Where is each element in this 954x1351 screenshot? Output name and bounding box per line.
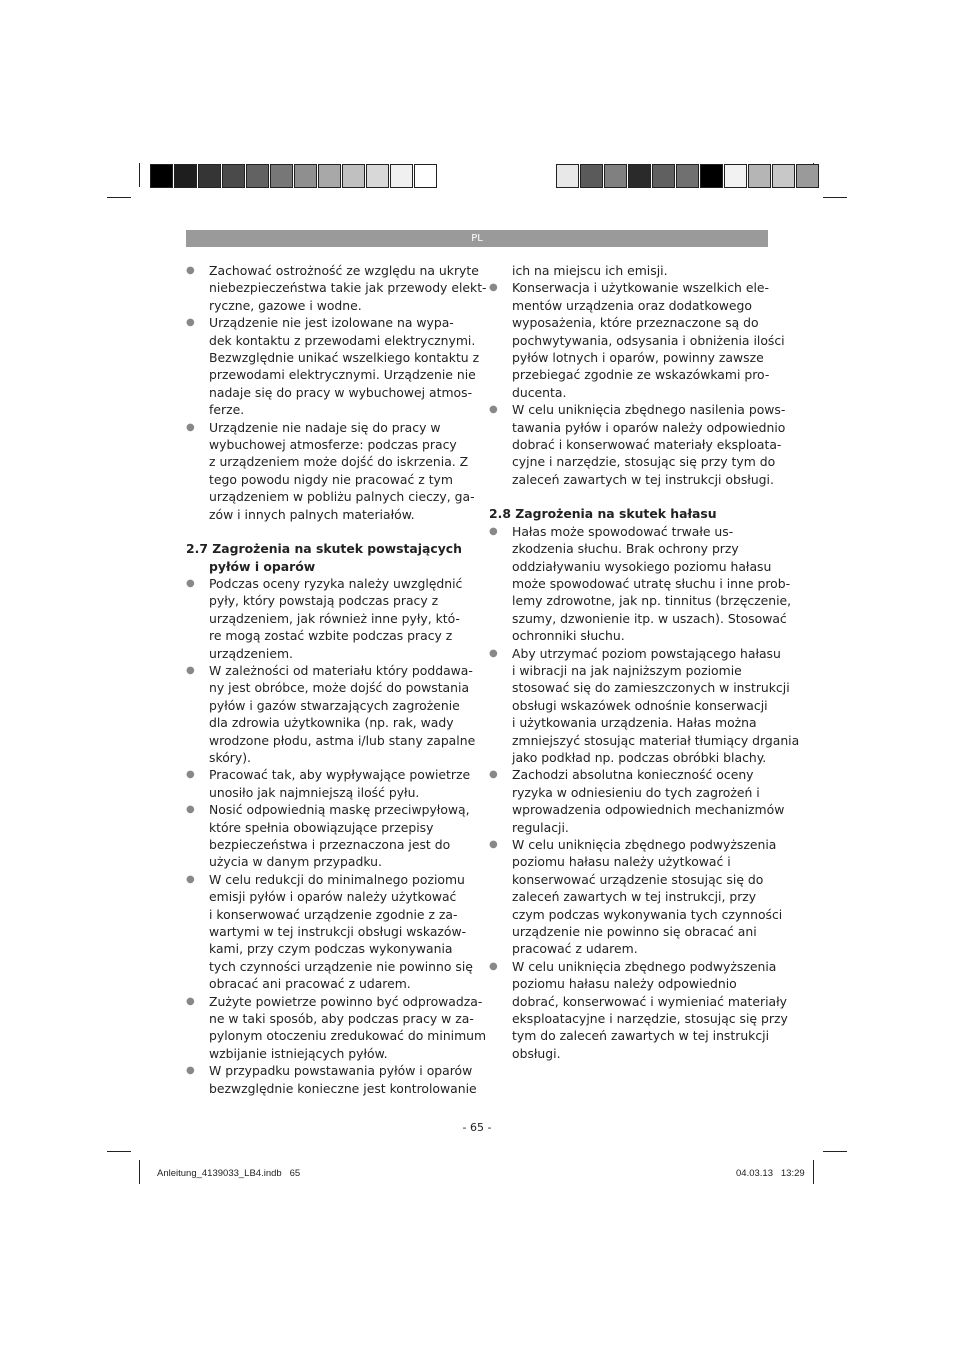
text-line: Podczas oceny ryzyka należy uwzględnić: [209, 575, 463, 591]
text-line: ich na miejscu ich emisji.: [512, 263, 668, 278]
color-swatch: [748, 164, 771, 188]
text-line: wrodzone płodu, astma i/lub stany zapalne: [209, 732, 476, 748]
heading-line: 2.7 Zagrożenia na skutek powstających: [186, 541, 462, 557]
text-line: Urządzenie nie jest izolowane na wypa-: [209, 315, 454, 331]
text-line: szumy, dzwonienie itp. w uszach). Stosować: [512, 610, 787, 626]
text-line: Hałas może spowodować trwałe us-: [512, 523, 734, 539]
text-line: re mogą zostać wzbite podczas pracy z: [209, 628, 453, 644]
text-line: kami, przy czym podczas wykonywania: [209, 941, 453, 957]
text-line: Bezwzględnie unikać wszelkiego kontaktu z: [209, 350, 480, 366]
color-swatch: [150, 164, 173, 188]
language-label: PL: [471, 233, 483, 244]
color-swatch: [724, 164, 747, 188]
list-item: [489, 401, 786, 488]
color-swatch: [604, 164, 627, 188]
text-line: Zużyte powietrze powinno być odprowadza-: [209, 993, 483, 1009]
color-swatch: [318, 164, 341, 188]
text-line: urządzeniem w pobliżu palnych cieczy, ga-: [209, 489, 475, 505]
text-line: przewodami elektrycznymi. Urządzenie nie: [209, 367, 476, 383]
text-line: obracać ani pracować z udarem.: [209, 976, 411, 992]
text-line: wartymi w tej instrukcji obsługi wskazów-: [209, 924, 467, 940]
text-line: tego powodu nigdy nie pracować z tym: [209, 471, 453, 487]
text-line: pracować z udarem.: [512, 941, 638, 957]
text-line: i wibracji na jak najniższym poziomie: [512, 662, 742, 678]
text-line: niebezpieczeństwa takie jak przewody elekt-: [209, 280, 487, 296]
bullet-icon: ●: [186, 664, 195, 676]
color-swatch: [700, 164, 723, 188]
text-line: wyposażenia, które przeznaczone są do: [512, 315, 759, 331]
text-line: Zachodzi absolutna konieczność oceny: [512, 767, 754, 783]
color-swatch: [796, 164, 819, 188]
list-item: [186, 419, 475, 523]
crop-mark: [823, 1151, 847, 1152]
text-line: Zachować ostrożność ze względu na ukryte: [209, 263, 479, 278]
color-calibration-bar-right: [556, 164, 820, 188]
list-item: [186, 871, 473, 993]
bullet-icon: ●: [186, 1065, 195, 1077]
text-line: ryzyka w odniesieniu do tych zagrożeń i: [512, 784, 760, 800]
bullet-icon: ●: [186, 873, 195, 885]
text-line: bezwzględnie konieczne jest kontrolowanie: [209, 1080, 477, 1096]
text-line: dek kontaktu z przewodami elektrycznymi.: [209, 332, 476, 348]
text-line: dobrać, konserwować i wymieniać materiały: [512, 993, 787, 1009]
text-line: W celu redukcji do minimalnego poziomu: [209, 871, 465, 887]
bullet-icon: ●: [489, 839, 498, 850]
color-swatch: [366, 164, 389, 188]
list-item: [489, 958, 788, 1062]
text-line: tawania pyłów i oparów należy odpowiednio: [512, 419, 786, 435]
heading-line: 2.8 Zagrożenia na skutek hałasu: [489, 506, 717, 522]
text-line: W celu uniknięcia zbędnego podwyższenia: [512, 958, 777, 974]
color-swatch: [414, 164, 437, 188]
text-line: z urządzeniem może dojść do iskrzenia. Z: [209, 454, 469, 470]
text-line: lemy zdrowotne, jak np. tinnitus (brzęczenie,: [512, 593, 792, 609]
text-line: urządzenie nie powinno się obracać ani: [512, 924, 757, 940]
list-item: [186, 993, 487, 1063]
text-line: zmniejszyć stosując materiał tłumiący drgania: [512, 732, 800, 748]
text-line: pyłów lotnych i oparów, powinny zawsze: [512, 350, 764, 366]
text-line: użycia w danym przypadku.: [209, 854, 382, 870]
color-swatch: [342, 164, 365, 188]
text-line: zkodzenia słuchu. Brak ochrony przy: [512, 541, 739, 557]
text-line: zów i innych palnych materiałów.: [209, 506, 415, 522]
text-line: wzbijanie istniejących pyłów.: [209, 1045, 388, 1061]
bullet-icon: ●: [186, 265, 195, 276]
list-item: [186, 262, 487, 314]
bullet-icon: ●: [489, 404, 498, 416]
bullet-icon: ●: [489, 525, 498, 537]
color-calibration-bar-left: [150, 164, 438, 188]
footer-file-info: Anleitung_4139033_LB4.indb 65: [157, 1168, 301, 1179]
text-line: i konserwować urządzenie zgodnie z za-: [209, 906, 458, 922]
text-line: pyły, który powstają podczas pracy z: [209, 593, 439, 609]
text-line: pylonym otoczeniu zredukować do minimum: [209, 1028, 487, 1044]
bullet-icon: ●: [489, 960, 498, 972]
bullet-icon: ●: [489, 647, 498, 659]
text-line: ny jest obróbce, może dojść do powstania: [209, 680, 470, 696]
list-item: [186, 766, 471, 801]
text-line: wprowadzenia odpowiednich mechanizmów: [512, 802, 785, 818]
text-line: dla zdrowia użytkownika (np. rak, wady: [209, 715, 454, 731]
color-swatch: [390, 164, 413, 188]
text-line: które spełnia obowiązujące przepisy: [209, 819, 434, 835]
text-line: może spowodować utratę słuchu i inne prob-: [512, 575, 791, 591]
section-heading: [186, 540, 468, 575]
crop-mark: [813, 1160, 814, 1184]
bullet-icon: ●: [186, 577, 195, 589]
list-item: [489, 523, 792, 645]
list-item: [186, 1062, 477, 1097]
text-line: bezpieczeństwa i przeznaczona jest do: [209, 837, 451, 852]
list-item: [489, 836, 783, 958]
language-header-bar: [186, 230, 768, 247]
text-line: W celu uniknięcia zbędnego podwyższenia: [512, 837, 777, 852]
list-item: [186, 314, 480, 418]
text-line: urządzeniem.: [209, 645, 293, 661]
list-item: [186, 662, 476, 766]
text-line: zaleceń zawartych w tej instrukcji obsługi.: [512, 471, 774, 487]
text-line: obsługi.: [512, 1045, 561, 1061]
text-line: W zależności od materiału który poddawa-: [209, 662, 473, 678]
text-line: ochronniki słuchu.: [512, 628, 625, 644]
text-line: mentów urządzenia oraz dodatkowego: [512, 297, 752, 313]
list-item: [489, 766, 785, 836]
text-line: W przypadku powstawania pyłów i oparów: [209, 1063, 473, 1079]
list-item: [186, 801, 468, 871]
text-line: pyłów i gazów stwarzających zagrożenie: [209, 697, 460, 713]
color-swatch: [174, 164, 197, 188]
left-column: [186, 262, 487, 1097]
crop-mark: [823, 197, 847, 198]
crop-mark: [107, 197, 131, 198]
text-line: konserwować urządzenie stosując się do: [512, 871, 764, 887]
text-line: i użytkowania urządzenia. Hałas można: [512, 715, 757, 731]
text-line: urządzeniem, jak również inne pyły, któ-: [209, 610, 460, 626]
bullet-icon: ●: [489, 282, 498, 294]
heading-line: pyłów i oparów: [209, 558, 316, 574]
bullet-icon: ●: [186, 317, 195, 329]
crop-mark: [107, 1151, 131, 1152]
bullet-icon: ●: [186, 421, 195, 433]
text-line: czym podczas wykonywania tych czynności: [512, 906, 783, 922]
bullet-icon: ●: [186, 995, 195, 1007]
text-line: Aby utrzymać poziom powstającego hałasu: [512, 645, 781, 661]
right-column: [489, 262, 800, 1062]
bullet-icon: ●: [186, 769, 195, 781]
section-heading: [489, 505, 771, 522]
continuation-text: [489, 262, 771, 279]
text-line: ne w taki sposób, aby podczas pracy w za-: [209, 1011, 474, 1027]
text-line: tych czynności urządzenie nie powinno się: [209, 958, 473, 974]
list-item: [186, 575, 468, 662]
bullet-icon: ●: [186, 804, 195, 816]
text-line: Pracować tak, aby wypływające powietrze: [209, 767, 471, 783]
text-line: W celu uniknięcia zbędnego nasilenia pows-: [512, 402, 786, 418]
text-line: eksploatacyjne i narzędzie, stosując się przy: [512, 1011, 788, 1027]
text-line: Konserwacja i użytkowanie wszelkich ele-: [512, 280, 769, 296]
list-item: [489, 279, 785, 401]
color-swatch: [246, 164, 269, 188]
text-line: poziomu hałasu należy odpowiednio: [512, 976, 737, 992]
color-swatch: [628, 164, 651, 188]
color-swatch: [294, 164, 317, 188]
color-swatch: [270, 164, 293, 188]
text-line: tym do zaleceń zawartych w tej instrukcji: [512, 1028, 770, 1044]
list-item: [489, 645, 800, 767]
page-number: - 65 -: [462, 1121, 492, 1134]
crop-mark: [139, 1160, 140, 1184]
color-swatch: [580, 164, 603, 188]
text-line: ferze.: [209, 402, 245, 418]
text-line: ryczne, gazowe i wodne.: [209, 297, 362, 313]
text-line: unosiło jak najmniejszą ilość pyłu.: [209, 784, 420, 800]
bullet-icon: ●: [489, 769, 498, 781]
text-line: oddziaływaniu wysokiego poziomu hałasu: [512, 558, 772, 574]
color-swatch: [198, 164, 221, 188]
color-swatch: [222, 164, 245, 188]
color-swatch: [772, 164, 795, 188]
text-line: nadaje się do pracy w wybuchowej atmos-: [209, 384, 473, 400]
color-swatch: [652, 164, 675, 188]
color-swatch: [676, 164, 699, 188]
text-line: zaleceń zawartych w tej instrukcji, przy: [512, 889, 757, 905]
text-line: cyjne i narzędzie, stosując się przy tym do: [512, 454, 776, 470]
color-swatch: [556, 164, 579, 188]
text-line: ducenta.: [512, 384, 567, 400]
text-line: przebiegać zgodnie ze wskazówkami pro-: [512, 367, 770, 383]
crop-mark: [139, 163, 140, 187]
text-line: skóry).: [209, 749, 251, 765]
text-line: stosować się do zamieszczonych w instrukcji: [512, 680, 790, 696]
text-line: dobrać i konserwować materiały eksploata-: [512, 437, 782, 453]
footer-date: 04.03.13 13:29: [736, 1168, 805, 1179]
text-line: jako podkład np. podczas obróbki blachy.: [512, 749, 767, 765]
text-line: Nosić odpowiednią maskę przeciwpyłową,: [209, 802, 470, 818]
text-line: regulacji.: [512, 819, 569, 835]
text-line: obsługi wskazówek odnośnie konserwacji: [512, 697, 768, 713]
text-line: poziomu hałasu należy użytkować i: [512, 854, 731, 870]
text-line: emisji pyłów i oparów należy użytkować: [209, 889, 457, 905]
text-line: Urządzenie nie nadaje się do pracy w: [209, 419, 441, 435]
text-line: wybuchowej atmosferze: podczas pracy: [209, 437, 457, 453]
text-line: pochwytywania, odsysania i obniżenia ilości: [512, 332, 785, 348]
